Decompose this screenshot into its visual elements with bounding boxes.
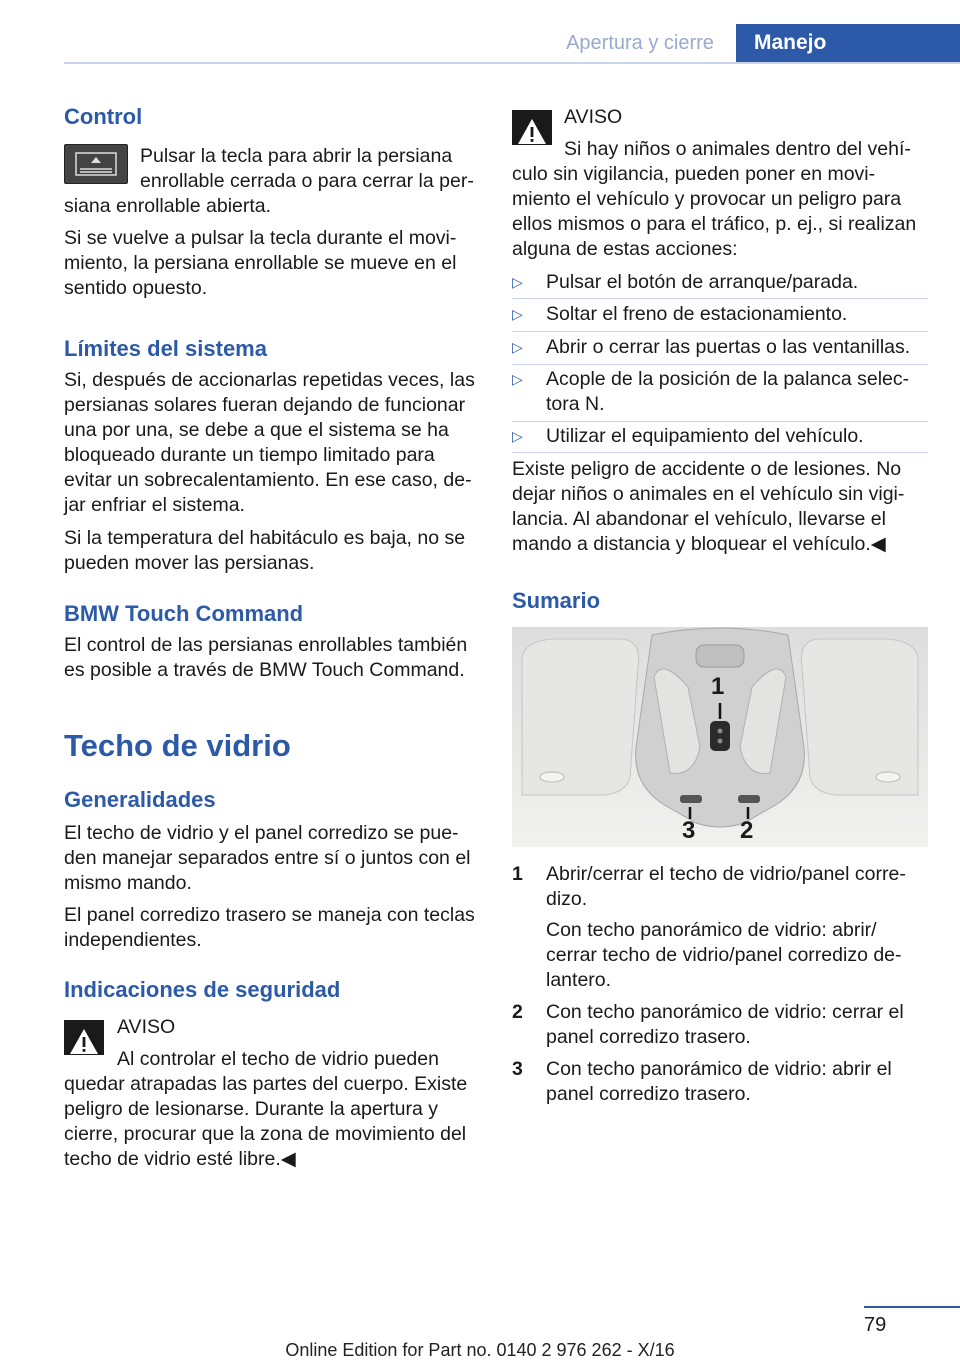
- text-line: alguna de estas acciones:: [512, 238, 738, 260]
- text-line: pueden mover las persianas.: [64, 552, 315, 574]
- children-warning-line-1: Si hay niños o animales dentro del vehí‐: [564, 138, 911, 160]
- legend-number: 1: [512, 863, 523, 885]
- header-rule: [64, 62, 960, 64]
- triangle-bullet-icon: ▷: [512, 274, 523, 290]
- text-line: mismo mando.: [64, 872, 192, 894]
- list-item-text: [546, 367, 928, 417]
- list-item-text: Utilizar el equipamiento del vehículo.: [546, 425, 864, 447]
- general-paragraph-2: [64, 903, 480, 953]
- limits-heading: Límites del sistema: [64, 336, 267, 361]
- safety-heading: Indicaciones de seguridad: [64, 977, 341, 1002]
- legend-number: 2: [512, 1001, 523, 1023]
- text-line: Acople de la posición de la palanca selec‐: [546, 368, 910, 390]
- list-item-text: Abrir o cerrar las puertas o las ventanillas.: [546, 336, 911, 358]
- divider: [512, 452, 928, 453]
- control-text-2: enrollable cerrada o para cerrar la per‐: [140, 170, 474, 192]
- text-line: es posible a través de BMW Touch Command.: [64, 659, 465, 681]
- legend-number: 3: [512, 1058, 523, 1080]
- text-line: panel corredizo trasero.: [546, 1026, 751, 1048]
- text-line: miento el vehículo y provocar un peligro para: [512, 188, 902, 210]
- text-line: Existe peligro de accidente o de lesiones. No: [512, 458, 902, 480]
- text-line: El panel corredizo trasero se maneja con teclas: [64, 904, 475, 926]
- text-line: quedar atrapadas las partes del cuerpo. Existe: [64, 1073, 468, 1095]
- divider: [512, 421, 928, 422]
- divider: [512, 331, 928, 332]
- text-line: miento, la persiana enrollable se mueve en el: [64, 252, 457, 274]
- text-line: persianas solares fueran dejando de funcionar: [64, 394, 466, 416]
- text-line: jar enfriar el sistema.: [64, 494, 245, 516]
- touch-command-paragraph: [64, 633, 480, 683]
- text-line: panel corredizo trasero.: [546, 1083, 751, 1105]
- safety-warning-line-1: Al controlar el techo de vidrio pueden: [117, 1048, 439, 1070]
- page-number: 79: [864, 1314, 887, 1336]
- text-line: Si se vuelve a pulsar la tecla durante el movi‐: [64, 227, 457, 249]
- legend-text: [546, 1057, 928, 1107]
- text-line: den manejar separados entre sí o juntos con el: [64, 847, 471, 869]
- callout-label: 1: [711, 673, 725, 700]
- text-line: mando a distancia y bloquear el vehículo.◀: [512, 533, 886, 555]
- text-line: bloqueado durante un tiempo limitado para: [64, 444, 435, 466]
- text-line: Si la temperatura del habitáculo es baja, no se: [64, 527, 466, 549]
- accident-paragraph: [512, 457, 928, 557]
- text-line: techo de vidrio esté libre.◀: [64, 1148, 296, 1170]
- warning-icon: [64, 1020, 104, 1055]
- text-line: Con techo panorámico de vidrio: cerrar el: [546, 1001, 904, 1023]
- text-line: evitar un sobrecalentamiento. En ese caso, de‐: [64, 469, 472, 491]
- divider: [512, 298, 928, 299]
- glass-roof-title: Techo de vidrio: [64, 728, 291, 763]
- roof-controls-photo: [512, 627, 928, 847]
- triangle-bullet-icon: ▷: [512, 306, 523, 322]
- text-line: dizo.: [546, 888, 588, 910]
- control-heading: Control: [64, 104, 143, 129]
- sunblind-button-icon: [64, 144, 128, 184]
- legend-text: [546, 1000, 928, 1050]
- text-line: Abrir/cerrar el techo de vidrio/panel corre‐: [546, 863, 906, 885]
- limits-paragraph-1: [64, 368, 480, 518]
- text-line: Si, después de accionarlas repetidas veces, las: [64, 369, 475, 391]
- text-line: peligro de lesionarse. Durante la apertura y: [64, 1098, 438, 1120]
- warning-icon: [512, 110, 552, 145]
- text-line: lancia. Al abandonar el vehículo, llevarse el: [512, 508, 886, 530]
- control-paragraph-2: [64, 226, 480, 301]
- children-warning-text: [512, 162, 928, 262]
- text-line: culo sin vigilancia, pueden poner en movi‐: [512, 163, 876, 185]
- legend-subtext: [546, 918, 928, 993]
- children-warning-label: AVISO: [564, 106, 623, 128]
- touch-command-heading: BMW Touch Command: [64, 601, 304, 626]
- text-line: una por una, se debe a que el sistema se ha: [64, 419, 449, 441]
- triangle-bullet-icon: ▷: [512, 339, 523, 355]
- general-heading: Generalidades: [64, 787, 216, 812]
- legend-text: [546, 862, 928, 912]
- header-active-tab: Manejo: [736, 24, 960, 62]
- triangle-bullet-icon: ▷: [512, 371, 523, 387]
- footer-edition: Online Edition for Part no. 0140 2 976 262 - X/16: [285, 1340, 675, 1360]
- summary-heading: Sumario: [512, 588, 601, 613]
- text-line: sentido opuesto.: [64, 277, 208, 299]
- callout-label: 2: [740, 817, 754, 844]
- footer-rule: [864, 1306, 960, 1308]
- text-line: tora N.: [546, 393, 605, 415]
- text-line: cierre, procurar que la zona de movimiento del: [64, 1123, 467, 1145]
- triangle-bullet-icon: ▷: [512, 428, 523, 444]
- text-line: ellos mismos o para el tráfico, p. ej., si realizan: [512, 213, 917, 235]
- safety-warning-text: [64, 1072, 480, 1172]
- text-line: independientes.: [64, 929, 202, 951]
- limits-paragraph-2: [64, 526, 480, 576]
- control-text-1: Pulsar la tecla para abrir la persiana: [140, 145, 453, 167]
- text-line: Con techo panorámico de vidrio: abrir/: [546, 919, 877, 941]
- divider: [512, 364, 928, 365]
- safety-warning-label: AVISO: [117, 1016, 176, 1038]
- list-item-text: Soltar el freno de estacionamiento.: [546, 303, 848, 325]
- text-line: El control de las persianas enrollables también: [64, 634, 468, 656]
- control-text-3: siana enrollable abierta.: [64, 195, 272, 217]
- callout-label: 3: [682, 817, 696, 844]
- text-line: lantero.: [546, 969, 612, 991]
- list-item-text: Pulsar el botón de arranque/parada.: [546, 271, 859, 293]
- text-line: dejar niños o animales en el vehículo sin vigi‐: [512, 483, 905, 505]
- header-section-label: Apertura y cierre: [566, 31, 714, 54]
- text-line: cerrar techo de vidrio/panel corredizo de‐: [546, 944, 902, 966]
- general-paragraph-1: [64, 821, 480, 896]
- text-line: El techo de vidrio y el panel corredizo se pue‐: [64, 822, 459, 844]
- text-line: Con techo panorámico de vidrio: abrir el: [546, 1058, 892, 1080]
